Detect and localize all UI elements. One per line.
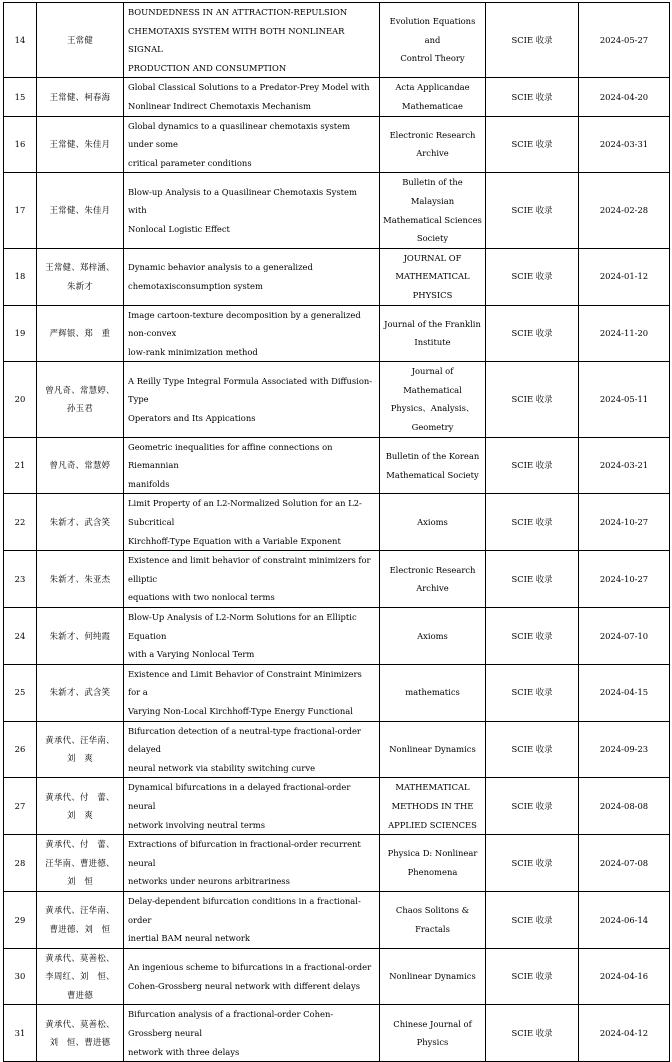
date-cell: [579, 173, 670, 248]
journal-cell-text: Acta Applicandae Mathematicae: [395, 82, 470, 111]
index-status-cell-text: SCIE 收录: [511, 687, 553, 698]
index-status-cell: [486, 116, 579, 173]
index-status-cell: [486, 173, 579, 248]
title-cell: [124, 948, 380, 1005]
index-status-cell-text: SCIE 收录: [511, 857, 553, 868]
title-cell-text: A Reilly Type Integral Formula Associated with Diffusion-Type Operators and Its Appications: [128, 375, 373, 423]
journal-cell: [380, 173, 486, 248]
authors-cell: [37, 608, 124, 665]
index-status-cell: [486, 721, 579, 778]
journal-cell-text: mathematics: [405, 687, 460, 698]
table-row: [4, 778, 670, 835]
row-number-text: 26: [14, 744, 26, 755]
title-cell-text: Dynamical bifurcations in a delayed fractional-order neural network involving neutral terms: [128, 782, 351, 830]
table-row: [4, 891, 670, 948]
date-cell-text: 2024-11-20: [599, 328, 649, 339]
index-status-cell: [486, 437, 579, 494]
title-cell: [124, 835, 380, 892]
journal-cell: [380, 835, 486, 892]
row-number-text: 31: [14, 1028, 26, 1039]
row-number: [4, 437, 37, 494]
date-cell-text: 2024-05-11: [599, 394, 649, 405]
table-row: [4, 362, 670, 437]
row-number-text: 22: [14, 517, 26, 528]
date-cell-text: 2024-10-27: [599, 573, 649, 584]
title-cell: [124, 608, 380, 665]
date-cell: [579, 891, 670, 948]
date-cell: [579, 1005, 670, 1062]
index-status-cell-text: SCIE 收录: [511, 394, 553, 405]
journal-cell-text: MATHEMATICAL METHODS IN THE APPLIED SCIENCES: [388, 782, 477, 830]
title-cell-text: Bifurcation analysis of a fractional-order Cohen-Grossberg neural network with three delays: [128, 1009, 334, 1057]
journal-cell: [380, 362, 486, 437]
journal-cell-text: Chinese Journal of Physics: [393, 1018, 472, 1048]
title-cell-text: Existence and Limit Behavior of Constraint Minimizers for a Varying Non-Local Kirchhoff-Type Energy Functional: [128, 668, 362, 716]
row-number: [4, 721, 37, 778]
index-status-cell-text: SCIE 收录: [511, 1028, 553, 1039]
row-number: [4, 608, 37, 665]
row-number: [4, 551, 37, 608]
title-cell: [124, 116, 380, 173]
index-status-cell: [486, 305, 579, 362]
date-cell-text: 2024-08-08: [599, 800, 649, 811]
authors-cell-text: 黄承代、汪华南、 曹进德、刘 恒: [45, 905, 115, 934]
authors-cell-text: 黄承代、付 蕾、 汪华南、曹进德、 刘 恒: [45, 839, 115, 887]
journal-cell: [380, 305, 486, 362]
date-cell: [579, 305, 670, 362]
title-cell-text: Global dynamics to a quasilinear chemotaxis system under some critical parameter conditions: [128, 120, 351, 168]
authors-cell: [37, 948, 124, 1005]
authors-cell: [37, 305, 124, 362]
journal-cell-text: Electronic Research Archive: [389, 129, 476, 159]
row-number: [4, 891, 37, 948]
index-status-cell: [486, 608, 579, 665]
table-row: [4, 494, 670, 551]
index-status-cell-text: SCIE 收录: [511, 34, 553, 45]
journal-cell-text: Evolution Equations and Control Theory: [389, 16, 476, 64]
authors-cell: [37, 78, 124, 116]
row-number-text: 14: [14, 34, 26, 45]
date-cell-text: 2024-10-27: [599, 517, 649, 528]
table-row: [4, 437, 670, 494]
date-cell: [579, 437, 670, 494]
journal-cell: [380, 948, 486, 1005]
date-cell-text: 2024-09-23: [599, 744, 649, 755]
date-cell-text: 2024-02-28: [599, 205, 649, 216]
date-cell: [579, 116, 670, 173]
table-row: [4, 721, 670, 778]
authors-cell: [37, 551, 124, 608]
journal-cell: [380, 778, 486, 835]
authors-cell-text: 曾凡奇、常慧婷: [49, 460, 111, 471]
authors-cell-text: 王常健、朱佳月: [49, 205, 111, 216]
title-cell-text: Existence and limit behavior of constraint minimizers for elliptic equations with two nonlocal terms: [128, 555, 371, 603]
index-status-cell: [486, 835, 579, 892]
title-cell-text: Extractions of bifurcation in fractional-order recurrent neural networks under neurons arbitrariness: [128, 839, 361, 887]
table-row: [4, 664, 670, 721]
row-number: [4, 494, 37, 551]
authors-cell: [37, 437, 124, 494]
index-status-cell-text: SCIE 收录: [511, 460, 553, 471]
journal-cell-text: Nonlinear Dynamics: [389, 971, 476, 982]
title-cell: [124, 362, 380, 437]
authors-cell-text: 黄承代、汪华南、 刘 爽: [45, 734, 115, 764]
table-row: [4, 608, 670, 665]
journal-cell-text: Physica D: Nonlinear Phenomena: [387, 848, 478, 878]
index-status-cell: [486, 551, 579, 608]
index-status-cell: [486, 78, 579, 116]
index-status-cell: [486, 891, 579, 948]
row-number: [4, 835, 37, 892]
authors-cell: [37, 1005, 124, 1062]
date-cell: [579, 664, 670, 721]
title-cell: [124, 721, 380, 778]
title-cell-text: Blow-up Analysis to a Quasilinear Chemotaxis System with Nonlocal Logistic Effect: [128, 186, 357, 234]
index-status-cell: [486, 248, 579, 305]
journal-cell: [380, 664, 486, 721]
journal-cell-text: Nonlinear Dynamics: [389, 744, 476, 755]
date-cell: [579, 78, 670, 116]
row-number-text: 28: [14, 857, 26, 868]
date-cell: [579, 835, 670, 892]
date-cell-text: 2024-06-14: [599, 914, 649, 925]
authors-cell: [37, 116, 124, 173]
authors-cell-text: 朱新才、朱亚杰: [49, 573, 111, 584]
date-cell: [579, 248, 670, 305]
row-number-text: 19: [14, 328, 26, 339]
table-row: [4, 948, 670, 1005]
table-row: [4, 835, 670, 892]
date-cell: [579, 778, 670, 835]
row-number-text: 18: [14, 271, 26, 282]
index-status-cell-text: SCIE 收录: [511, 91, 553, 102]
row-number-text: 30: [14, 971, 26, 982]
date-cell-text: 2024-03-21: [599, 460, 649, 471]
title-cell-text: Global Classical Solutions to a Predator-Prey Model with Nonlinear Indirect Chemotaxis Mechanism: [128, 82, 370, 111]
date-cell-text: 2024-01-12: [599, 271, 649, 282]
title-cell-text: Delay-dependent bifurcation conditions in a fractional-order inertial BAM neural network: [128, 895, 361, 944]
index-status-cell-text: SCIE 收录: [511, 573, 553, 584]
index-status-cell-text: SCIE 收录: [511, 517, 553, 528]
journal-cell-text: Journal of Mathematical Physics、Analysis、 Geometry: [390, 366, 475, 433]
title-cell-text: Limit Property of an L2-Normalized Solution for an L2-Subcritical Kirchhoff-Type Equation with a Variable Exponent: [128, 498, 362, 546]
index-status-cell-text: SCIE 收录: [511, 971, 553, 982]
journal-cell-text: JOURNAL OF MATHEMATICAL PHYSICS: [395, 252, 470, 300]
title-cell: [124, 78, 380, 116]
row-number: [4, 116, 37, 173]
index-status-cell-text: SCIE 收录: [511, 630, 553, 641]
authors-cell-text: 朱新才、武含笑: [49, 687, 111, 698]
index-status-cell-text: SCIE 收录: [511, 205, 553, 216]
authors-cell-text: 严辉银、郑 重: [49, 328, 111, 339]
date-cell: [579, 494, 670, 551]
title-cell: [124, 3, 380, 78]
row-number: [4, 3, 37, 78]
index-status-cell: [486, 3, 579, 78]
date-cell: [579, 721, 670, 778]
journal-cell: [380, 116, 486, 173]
row-number-text: 17: [14, 205, 26, 216]
date-cell: [579, 3, 670, 78]
date-cell: [579, 948, 670, 1005]
row-number: [4, 664, 37, 721]
row-number: [4, 1005, 37, 1062]
index-status-cell: [486, 362, 579, 437]
title-cell: [124, 551, 380, 608]
row-number-text: 27: [14, 800, 26, 811]
title-cell-text: Image cartoon-texture decomposition by a generalized non-convex low-rank minimization method: [128, 309, 361, 357]
index-status-cell: [486, 948, 579, 1005]
authors-cell-text: 黄承代、付 蕾、 刘 爽: [45, 791, 115, 821]
table-row: [4, 3, 670, 78]
title-cell-text: An ingenious scheme to bifurcations in a fractional-order Cohen-Grossberg neural network with different delays: [128, 961, 372, 991]
authors-cell: [37, 494, 124, 551]
index-status-cell-text: SCIE 收录: [511, 800, 553, 811]
row-number-text: 23: [14, 573, 26, 584]
authors-cell: [37, 721, 124, 778]
journal-cell-text: Bulletin of the Malaysian Mathematical Sciences Society: [383, 177, 482, 244]
table-row: [4, 551, 670, 608]
index-status-cell-text: SCIE 收录: [511, 271, 553, 282]
journal-cell-text: Chaos Solitons & Fractals: [395, 905, 470, 934]
index-status-cell: [486, 778, 579, 835]
publication-table-body: [4, 3, 670, 1062]
table-row: [4, 78, 670, 116]
authors-cell: [37, 3, 124, 78]
authors-cell-text: 王常健、朱佳月: [49, 139, 111, 150]
row-number: [4, 78, 37, 116]
title-cell-text: Blow-Up Analysis of L2-Norm Solutions for an Elliptic Equation with a Varying Nonlocal Term: [128, 612, 357, 660]
row-number: [4, 248, 37, 305]
journal-cell: [380, 3, 486, 78]
title-cell-text: Bifurcation detection of a neutral-type fractional-order delayed neural network via stability switching curve: [128, 725, 361, 773]
authors-cell: [37, 664, 124, 721]
journal-cell: [380, 494, 486, 551]
row-number: [4, 173, 37, 248]
row-number-text: 20: [14, 394, 26, 405]
journal-cell: [380, 437, 486, 494]
date-cell-text: 2024-03-31: [599, 139, 649, 150]
table-row: [4, 173, 670, 248]
authors-cell-text: 曾凡奇、常慧婷、 孙玉君: [45, 384, 115, 414]
journal-cell: [380, 721, 486, 778]
date-cell-text: 2024-04-20: [599, 91, 649, 102]
authors-cell-text: 王常健、柯春海: [49, 91, 111, 102]
row-number-text: 16: [14, 139, 26, 150]
title-cell-text: BOUNDEDNESS IN AN ATTRACTION-REPULSION CHEMOTAXIS SYSTEM WITH BOTH NONLINEAR SIGNAL PRODUCTION AND CONSUMPTION: [128, 7, 348, 73]
date-cell: [579, 362, 670, 437]
authors-cell: [37, 173, 124, 248]
row-number-text: 25: [14, 687, 26, 698]
journal-cell: [380, 608, 486, 665]
title-cell: [124, 891, 380, 948]
journal-cell: [380, 78, 486, 116]
row-number-text: 24: [14, 630, 26, 641]
authors-cell-text: 黄承代、莫善松、 李周红、刘 恒、 曹进德: [45, 952, 115, 1000]
table-row: [4, 305, 670, 362]
title-cell: [124, 778, 380, 835]
title-cell-text: Dynamic behavior analysis to a generalized chemotaxisconsumption system: [128, 262, 313, 291]
row-number-text: 21: [14, 460, 26, 471]
index-status-cell-text: SCIE 收录: [511, 139, 553, 150]
row-number: [4, 305, 37, 362]
title-cell: [124, 173, 380, 248]
index-status-cell: [486, 664, 579, 721]
publication-table: [3, 2, 670, 1062]
authors-cell: [37, 891, 124, 948]
date-cell-text: 2024-04-16: [599, 971, 649, 982]
index-status-cell-text: SCIE 收录: [511, 914, 553, 925]
date-cell: [579, 608, 670, 665]
row-number: [4, 362, 37, 437]
authors-cell-text: 朱新才、何纯霞: [49, 630, 111, 641]
title-cell: [124, 305, 380, 362]
journal-cell-text: Journal of the Franklin Institute: [384, 318, 481, 348]
row-number: [4, 778, 37, 835]
journal-cell-text: Bulletin of the Korean Mathematical Society: [385, 450, 480, 480]
journal-cell-text: Axioms: [417, 630, 448, 641]
journal-cell: [380, 248, 486, 305]
authors-cell-text: 王常健: [66, 34, 94, 45]
journal-cell: [380, 551, 486, 608]
journal-cell: [380, 891, 486, 948]
table-row: [4, 248, 670, 305]
date-cell: [579, 551, 670, 608]
title-cell: [124, 248, 380, 305]
table-row: [4, 116, 670, 173]
date-cell-text: 2024-07-08: [599, 857, 649, 868]
title-cell: [124, 1005, 380, 1062]
date-cell-text: 2024-04-12: [599, 1028, 649, 1039]
authors-cell-text: 王常健、郑梓涵、 朱新才: [45, 262, 115, 291]
journal-cell-text: Electronic Research Archive: [389, 564, 476, 594]
authors-cell: [37, 835, 124, 892]
table-row: [4, 1005, 670, 1062]
index-status-cell: [486, 1005, 579, 1062]
journal-cell-text: Axioms: [417, 517, 448, 528]
index-status-cell: [486, 494, 579, 551]
row-number-text: 15: [14, 91, 26, 102]
authors-cell-text: 黄承代、莫善松、 刘 恒、曹进德: [45, 1018, 115, 1048]
index-status-cell-text: SCIE 收录: [511, 744, 553, 755]
title-cell-text: Geometric inequalities for affine connections on Riemannian manifolds: [128, 441, 333, 489]
date-cell-text: 2024-04-15: [599, 687, 649, 698]
authors-cell-text: 朱新才、武含笑: [49, 517, 111, 528]
authors-cell: [37, 248, 124, 305]
date-cell-text: 2024-05-27: [599, 34, 649, 45]
title-cell: [124, 664, 380, 721]
authors-cell: [37, 362, 124, 437]
row-number: [4, 948, 37, 1005]
date-cell-text: 2024-07-10: [599, 630, 649, 641]
index-status-cell-text: SCIE 收录: [511, 328, 553, 339]
title-cell: [124, 437, 380, 494]
authors-cell: [37, 778, 124, 835]
row-number-text: 29: [14, 914, 26, 925]
journal-cell: [380, 1005, 486, 1062]
title-cell: [124, 494, 380, 551]
